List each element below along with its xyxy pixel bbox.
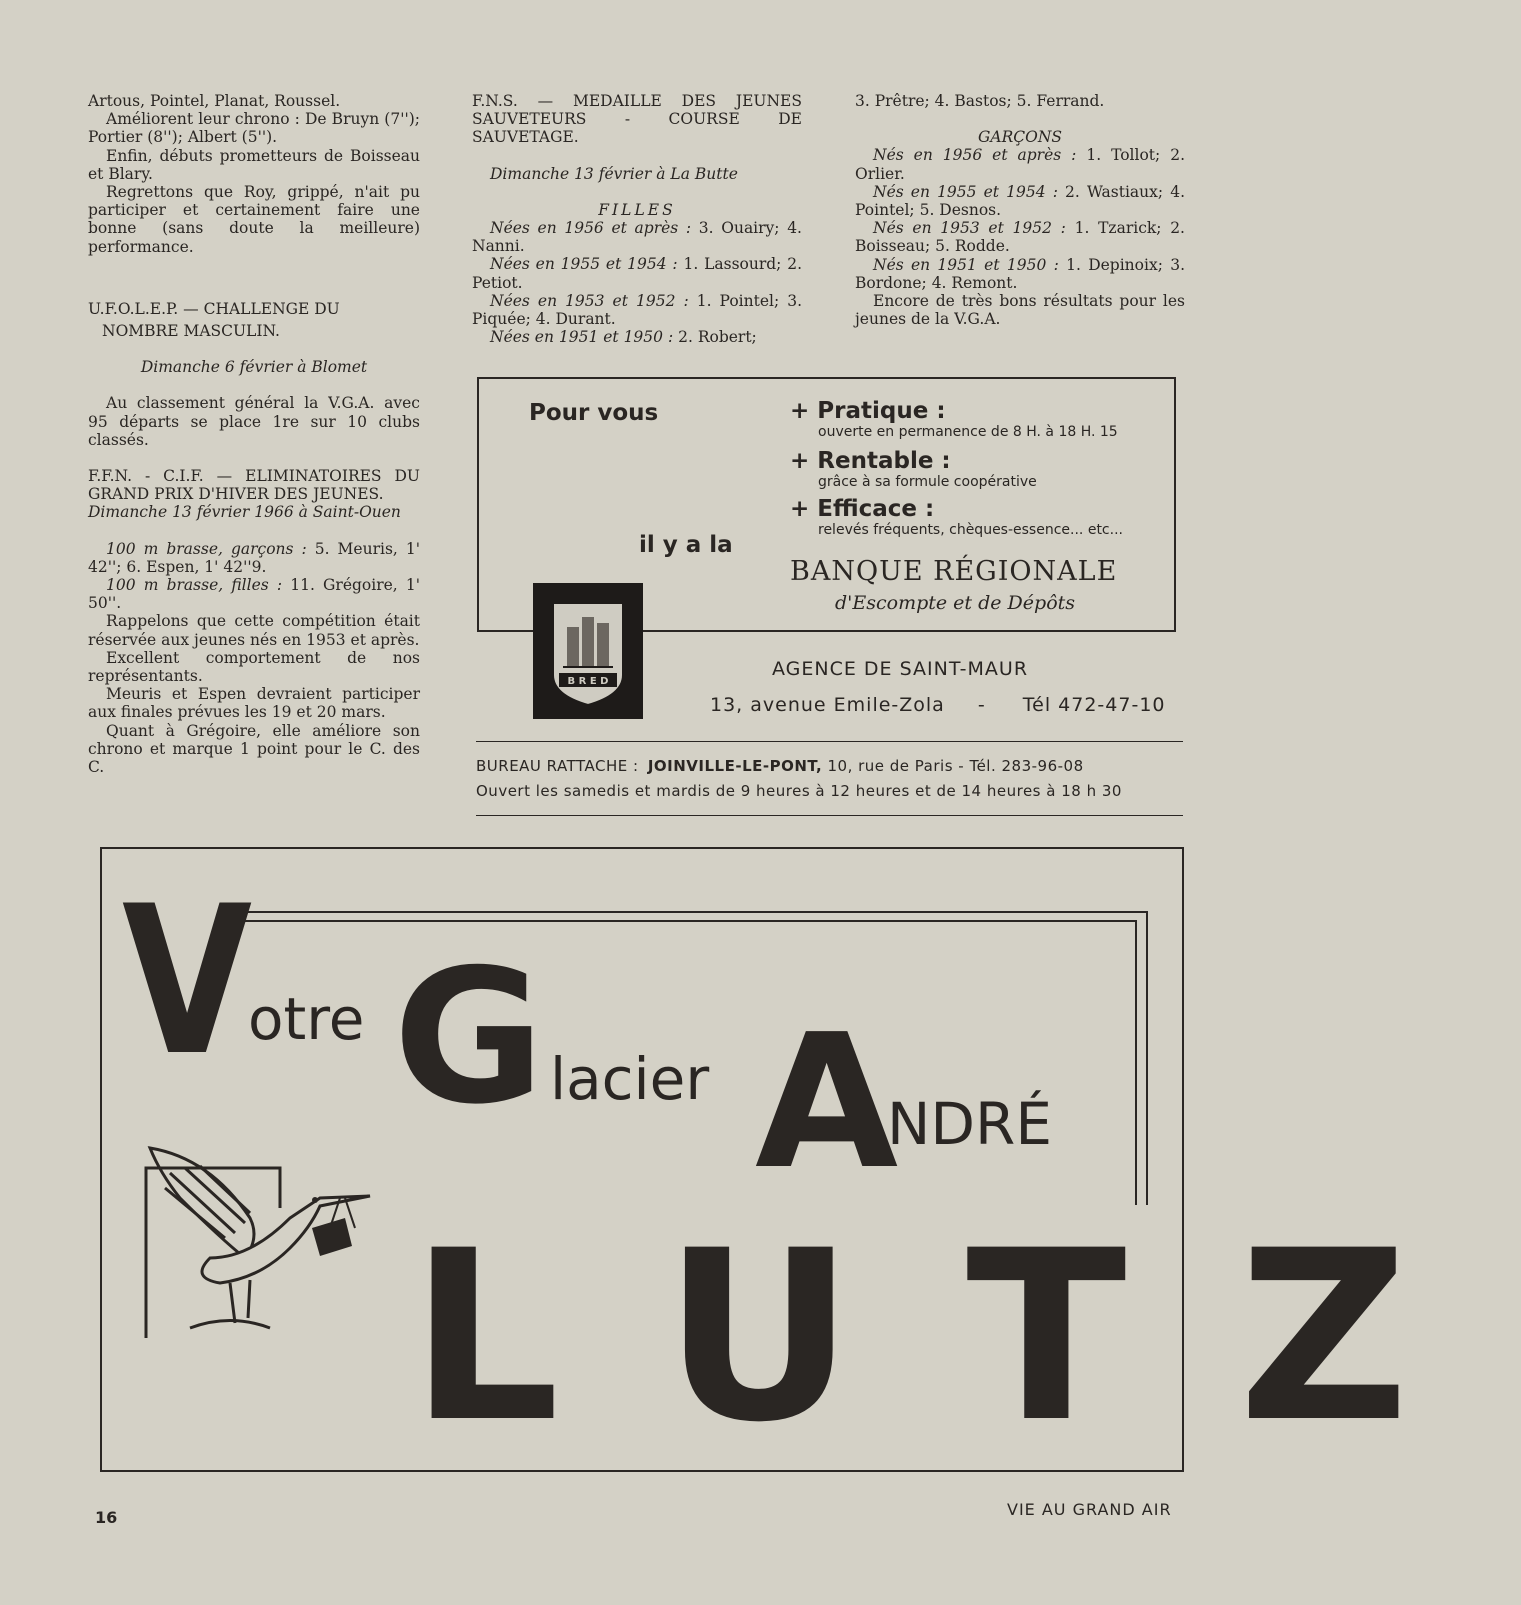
ad-feature-efficace: + Efficace : relevés fréquents, chèques-essence... etc... — [790, 496, 1123, 538]
result-line: Nés en 1951 et 1950 : 1. Depinoix; 3. Bordone; 4. Remont. — [855, 255, 1185, 292]
ad-letter-v: V — [122, 863, 253, 1101]
ad-letter-a: A — [755, 994, 899, 1210]
result-line: Nés en 1953 et 1952 : 1. Tzarick; 2. Boisseau; 5. Rodde. — [855, 219, 1185, 256]
bureau-line: BUREAU RATTACHE : JOINVILLE-LE-PONT, 10, rue de Paris - Tél. 283-96-08 — [476, 757, 1084, 775]
agency-address: 13, avenue Emile-Zola - Tél 472-47-10 — [710, 694, 1166, 716]
ad-word-otre: otre — [248, 985, 365, 1053]
category-label: Nées en 1955 et 1954 : — [490, 255, 678, 274]
event-date: Dimanche 13 février à La Butte — [490, 164, 738, 183]
ad-name-lutz: LUTZ — [410, 1201, 1521, 1474]
category-label: 100 m brasse, filles : — [106, 576, 283, 595]
section-heading: F.F.N. - C.I.F. — ELIMINATOIRES DU GRAND PRIX D'HIVER DES JEUNES. — [88, 467, 420, 504]
paragraph: Au classement général la V.G.A. avec 95 départs se place 1re sur 10 clubs classés. — [88, 394, 420, 449]
result-line: Nés en 1955 et 1954 : 2. Wastiaux; 4. Pointel; 5. Desnos. — [855, 182, 1186, 220]
category-label: Nées en 1953 et 1952 : — [490, 291, 689, 310]
result-line: Nées en 1955 et 1954 : 1. Lassourd; 2. Petiot. — [472, 255, 803, 292]
paragraph: Artous, Pointel, Planat, Roussel. — [88, 92, 341, 110]
ad-word-lacier: lacier — [550, 1045, 710, 1113]
paragraph: Rappelons que cette compétition était réservée aux jeunes nés en 1953 et après. — [88, 612, 420, 649]
category-heading: FILLES — [598, 200, 676, 219]
category-label: Nés en 1956 et après : — [873, 146, 1077, 165]
agency-name: AGENCE DE SAINT-MAUR — [772, 658, 1029, 680]
result-line: 3. Prêtre; 4. Bastos; 5. Ferrand. — [855, 92, 1105, 110]
category-heading: GARÇONS — [978, 128, 1062, 147]
category-label: Nés en 1951 et 1950 : — [873, 255, 1059, 274]
bank-subtitle: d'Escompte et de Dépôts — [835, 592, 1076, 614]
section-heading: NOMBRE MASCULIN. — [102, 322, 280, 341]
ad-word-ndre: NDRÉ — [887, 1090, 1052, 1158]
paragraph: Quant à Grégoire, elle améliore son chrono et marque 1 point pour le C. des C. — [88, 721, 420, 777]
svg-text:B R E D: B R E D — [567, 676, 609, 687]
ad-feature-pratique: + Pratique : ouverte en permanence de 8 H. à 18 H. 15 — [790, 398, 1118, 440]
category-label: Nées en 1956 et après : — [490, 219, 692, 238]
opening-hours: Ouvert les samedis et mardis de 9 heures à 12 heures et de 14 heures à 18 h 30 — [476, 782, 1122, 800]
ad-pour-vous: Pour vous — [529, 400, 659, 426]
ad-letter-g: G — [393, 929, 545, 1145]
category-label: 100 m brasse, garçons : — [106, 539, 307, 558]
category-label: Nés en 1953 et 1952 : — [873, 219, 1066, 238]
section-heading: U.F.O.L.E.P. — CHALLENGE DU — [88, 299, 340, 318]
paragraph: Améliorent leur chrono : De Bruyn (7''); Portier (8''); Albert (5''). — [88, 110, 420, 147]
magazine-name: VIE AU GRAND AIR — [1007, 1500, 1172, 1519]
paragraph: Meuris et Espen devraient participer aux finales prévues les 19 et 20 mars. — [88, 685, 420, 722]
category-label: Nées en 1951 et 1950 : — [490, 328, 674, 347]
page-number: 16 — [95, 1508, 118, 1527]
category-label: Nés en 1955 et 1954 : — [873, 182, 1058, 201]
paragraph: Excellent comportement de nos représentants. — [88, 648, 420, 686]
paragraph: Enfin, débuts prometteurs de Boisseau et Blary. — [88, 146, 420, 183]
ad-il-y-a-la: il y a la — [639, 532, 733, 558]
stork-icon — [140, 1138, 380, 1338]
event-date: Dimanche 13 février 1966 à Saint-Ouen — [88, 503, 401, 522]
result-line: Nées en 1953 et 1952 : 1. Pointel; 3. Piquée; 4. Durant. — [472, 291, 803, 329]
paragraph: Regrettons que Roy, grippé, n'ait pu participer et certainement faire une bonne (sans doute la meilleure) performance. — [88, 183, 420, 256]
result-line: Nés en 1956 et après : 1. Tollot; 2. Orlier. — [855, 146, 1185, 183]
event-date: Dimanche 6 février à Blomet — [140, 358, 368, 377]
paragraph: Encore de très bons résultats pour les jeunes de la V.G.A. — [855, 292, 1185, 329]
result-line: Nées en 1956 et après : 3. Ouairy; 4. Nanni. — [472, 219, 802, 256]
bank-name: BANQUE RÉGIONALE — [790, 556, 1118, 587]
result-line: 100 m brasse, garçons : 5. Meuris, 1' 42''; 6. Espen, 1' 42''9. — [88, 539, 420, 576]
result-line: 100 m brasse, filles : 11. Grégoire, 1' 50''. — [88, 576, 420, 613]
section-heading: F.N.S. — MEDAILLE DES JEUNES SAUVETEURS - COURSE DE SAUVETAGE. — [472, 92, 802, 147]
result-line: Nées en 1951 et 1950 : 2. Robert; — [490, 328, 757, 347]
ad-feature-rentable: + Rentable : grâce à sa formule coopérative — [790, 448, 1037, 490]
